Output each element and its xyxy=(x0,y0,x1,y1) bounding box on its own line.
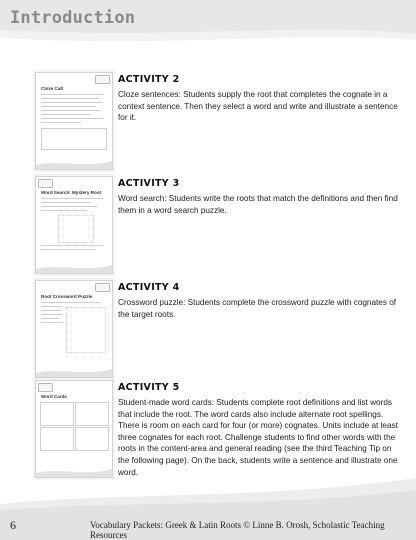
thumbnail-title: Word Search: Mystery Root xyxy=(41,190,102,195)
activity-2-description: Cloze sentences: Students supply the root that completes the cognate in a context sentence. Then they select a word and write and illustrate a sentence for it. xyxy=(118,90,398,123)
activity-5-thumbnail xyxy=(35,380,113,478)
activity-5-description: Student-made word cards: Students complete root definitions and list words that include the root. The word cards also include alternate root spellings. There is room on each card for four (or more) cognates. Units include at least three cognates for each root. Challenge students to find other words with the roots in the content-area and general reading (see the third Teaching Tip on the following page). On the back, students write a sentence and illustrate one word. xyxy=(118,398,398,477)
activity-4-description: Crossword puzzle: Students complete the crossword puzzle with cognates of the target roots. xyxy=(118,298,397,319)
unit-tab xyxy=(38,179,53,188)
thumbnail-title: Word Cards xyxy=(41,394,67,399)
activity-3-heading: ACTIVITY 3 xyxy=(118,178,180,189)
thumbnail-title: Cloze Call xyxy=(41,86,63,91)
activity-2-heading: ACTIVITY 2 xyxy=(118,74,180,85)
thumbnail-title: Root Crossword Puzzle xyxy=(41,294,93,299)
footer-credit: Vocabulary Packets: Greek & Latin Roots © Linne B. Orosh, Scholastic Teaching Resources xyxy=(90,520,385,540)
activity-5-heading: ACTIVITY 5 xyxy=(118,382,180,393)
page-number: 6 xyxy=(10,518,16,532)
unit-tab xyxy=(95,75,110,84)
unit-tab xyxy=(95,283,110,292)
activity-4-heading: ACTIVITY 4 xyxy=(118,282,180,293)
unit-tab xyxy=(38,383,53,392)
activity-3-description: Word search: Students write the roots that match the definitions and then find them in a word search puzzle. xyxy=(118,194,398,215)
activity-3-thumbnail xyxy=(35,176,113,274)
activity-2-thumbnail xyxy=(35,72,113,170)
activity-4-thumbnail xyxy=(35,280,113,378)
page-title: Introduction xyxy=(10,8,136,28)
